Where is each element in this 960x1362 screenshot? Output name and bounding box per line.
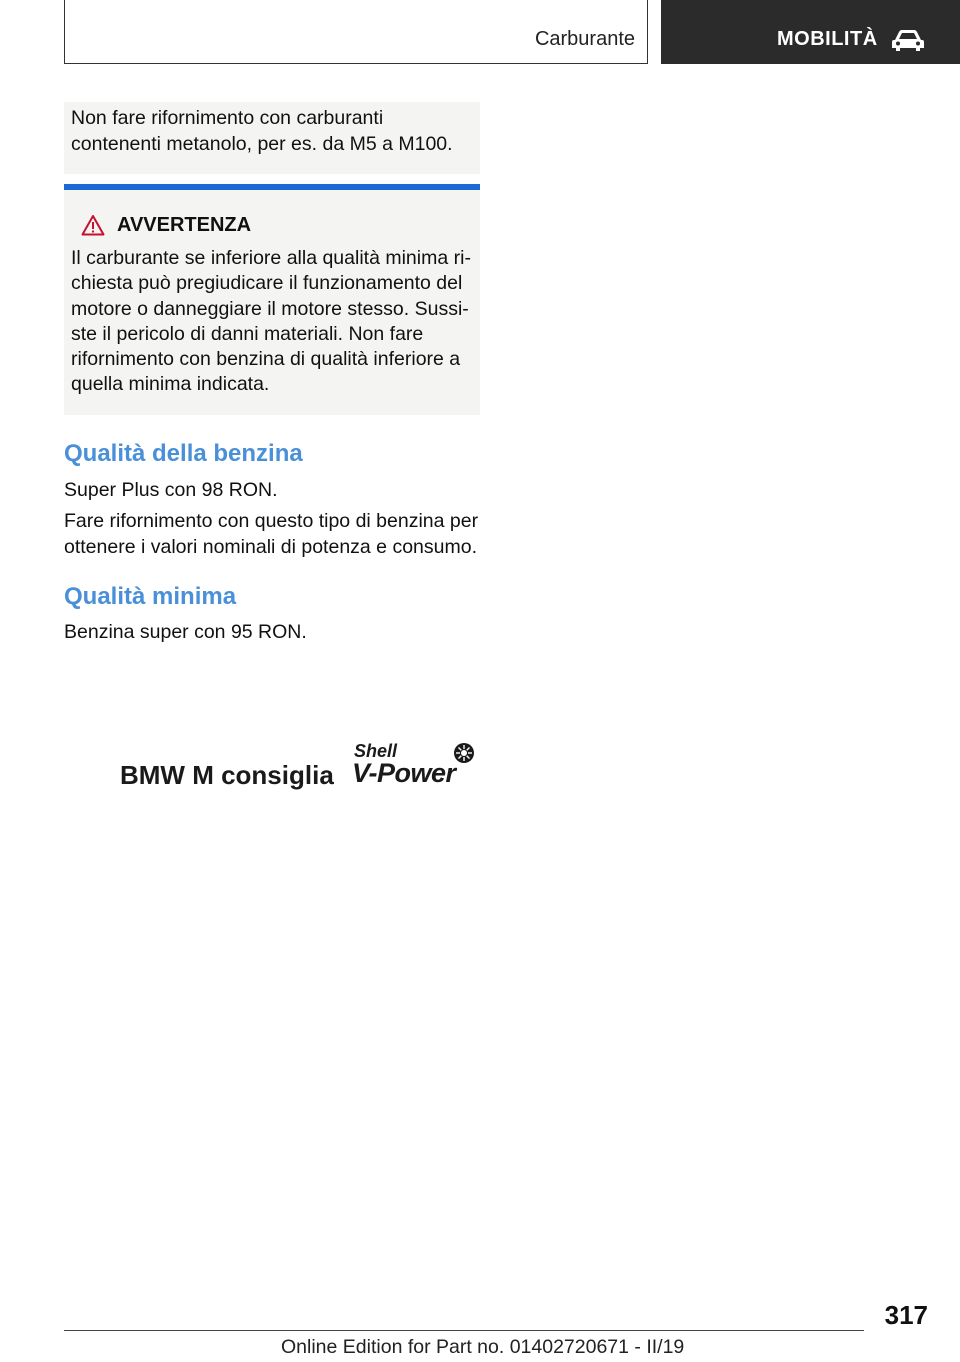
logo-brand-large: V-Power: [352, 758, 456, 788]
warning-triangle-icon: [81, 214, 105, 236]
page-number: 317: [884, 1300, 928, 1330]
warning-text: Il carburante se inferiore alla qualità minima richiesta può pregiudicare il funzionamento del motore o danneggiare il motore stesso. Sussiste il pericolo di danni materiali. Non fare rifornimento con benzina di qualità inferiore a quella minima indicata.: [71, 247, 471, 396]
shell-vpower-logo: [120, 740, 480, 788]
warning-box: [64, 184, 480, 415]
footer-divider: [64, 1330, 864, 1331]
note-text: Non fare rifornimento con carburanti contenenti metanolo, per es. da M5 a M100.: [71, 107, 453, 155]
logo-text: BMW M consiglia: [120, 760, 334, 790]
header-chapter-tab: [661, 0, 960, 64]
section-title: Carburante: [534, 28, 635, 50]
logo-brand-small: Shell: [354, 741, 398, 761]
footer-edition: Online Edition for Part no. 01402720671 - II/19: [281, 1336, 685, 1358]
section-paragraph: Super Plus con 98 RON.: [64, 479, 278, 501]
warning-title: AVVERTENZA: [117, 213, 252, 236]
section-heading-petrol-quality: Qualità della benzina: [64, 440, 303, 467]
section-paragraph: Benzina super con 95 RON.: [64, 621, 307, 643]
header-section-tab: [64, 0, 648, 64]
note-box: [64, 102, 480, 174]
chapter-title: MOBILITÀ: [777, 28, 878, 50]
section-paragraph: Fare rifornimento con questo tipo di benzina per ottenere i valori nominali di potenza e consumo.: [64, 510, 479, 558]
section-heading-minimum-quality: Qualità minima: [64, 583, 237, 610]
warning-header: [71, 212, 473, 238]
vpower-emblem-icon: [453, 742, 475, 764]
car-icon: [891, 27, 925, 53]
